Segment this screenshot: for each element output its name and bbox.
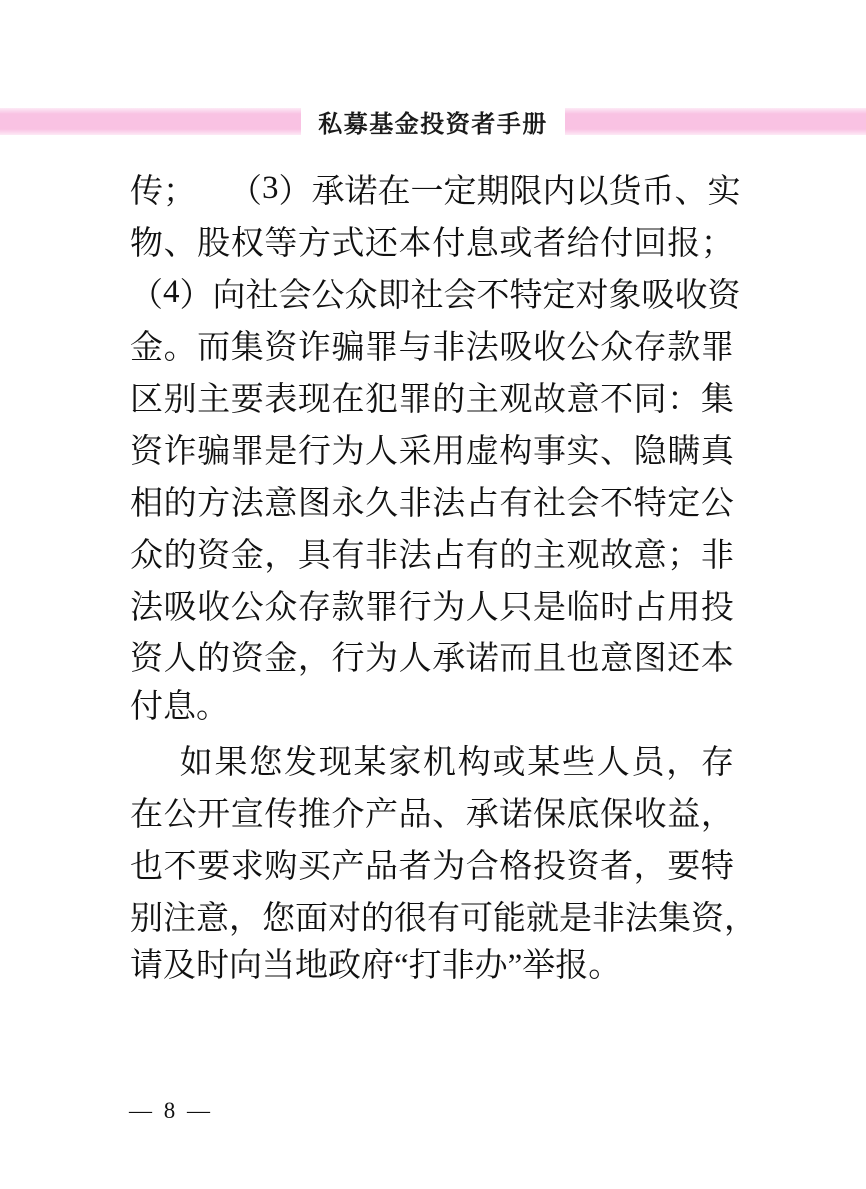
glyph: 有 — [465, 537, 499, 574]
glyph: 事 — [532, 433, 566, 470]
glyph: 为 — [331, 433, 365, 470]
glyph: 报 — [667, 226, 701, 263]
body-text — [130, 163, 757, 993]
glyph: 要 — [230, 382, 264, 418]
glyph: 用 — [432, 433, 466, 470]
glyph: 实 — [707, 174, 741, 211]
glyph: 对 — [328, 900, 361, 937]
glyph: 购 — [264, 849, 298, 886]
text-line — [130, 267, 741, 319]
text-line — [130, 734, 734, 786]
glyph: 是 — [264, 433, 298, 470]
glyph: 特 — [700, 849, 734, 886]
glyph: 以 — [575, 174, 609, 211]
glyph: 等 — [264, 226, 298, 263]
glyph: 些 — [562, 745, 595, 782]
glyph: 要 — [197, 849, 231, 886]
glyph: 资 — [566, 849, 600, 886]
glyph: 犯 — [365, 382, 399, 418]
glyph: 吸 — [499, 330, 533, 367]
glyph: 法 — [230, 485, 264, 522]
glyph: 款 — [331, 589, 365, 626]
glyph: 的 — [432, 382, 466, 418]
glyph: 罪 — [700, 330, 734, 367]
glyph: ， — [264, 537, 298, 574]
glyph: 开 — [197, 797, 231, 834]
glyph: 而 — [499, 641, 533, 678]
glyph: 承 — [465, 797, 499, 834]
glyph: 真 — [700, 433, 734, 470]
glyph: 构 — [457, 745, 491, 782]
glyph: 与 — [398, 330, 432, 367]
glyph: 的 — [163, 485, 197, 522]
glyph: 您 — [249, 745, 283, 782]
glyph: 别 — [130, 900, 163, 937]
glyph: 虚 — [465, 433, 499, 470]
glyph: 采 — [398, 433, 432, 470]
glyph: 法 — [130, 589, 163, 626]
glyph: 者 — [398, 849, 432, 886]
glyph: 占 — [465, 485, 499, 522]
glyph: 也 — [566, 641, 600, 678]
glyph: 众 — [600, 330, 634, 367]
glyph: 集 — [230, 330, 264, 367]
glyph: ） — [179, 278, 213, 315]
glyph: 物 — [130, 226, 163, 263]
glyph: 诺 — [499, 797, 533, 834]
glyph: 相 — [130, 485, 163, 522]
glyph: 发 — [284, 745, 317, 782]
glyph: 某 — [527, 745, 561, 782]
glyph: ） — [278, 174, 312, 211]
paragraph-indent — [130, 759, 178, 760]
glyph: 是 — [559, 900, 592, 937]
glyph: 行 — [398, 589, 432, 626]
glyph: 吸 — [641, 278, 675, 315]
page-number: — 8 — — [129, 1098, 213, 1123]
glyph: 要 — [667, 849, 701, 886]
glyph: 内 — [542, 174, 576, 211]
header-rule-left — [0, 108, 301, 135]
glyph — [196, 165, 229, 212]
glyph: 会 — [443, 278, 477, 315]
glyph: 求 — [230, 849, 264, 886]
glyph: 还 — [667, 641, 701, 678]
glyph: 对 — [575, 278, 609, 315]
text-line — [130, 422, 734, 474]
glyph: 能 — [493, 900, 526, 937]
glyph: 非 — [365, 537, 399, 574]
glyph: 人 — [365, 433, 399, 470]
glyph: 金 — [230, 537, 264, 574]
glyph: 即 — [377, 278, 411, 315]
glyph: 意 — [566, 382, 600, 418]
glyph: 且 — [532, 641, 566, 678]
glyph: 特 — [509, 278, 543, 315]
glyph: 意 — [264, 485, 298, 522]
text-line — [130, 838, 734, 890]
glyph: 社 — [532, 485, 566, 522]
glyph: 非 — [432, 330, 466, 367]
glyph: 罪 — [230, 433, 264, 470]
glyph: 有 — [427, 900, 460, 937]
glyph: 现 — [297, 382, 331, 418]
glyph: 罪 — [365, 589, 399, 626]
glyph: 意 — [196, 900, 229, 937]
glyph: 法 — [625, 900, 658, 937]
glyph: 社 — [245, 278, 279, 315]
text-line — [130, 526, 734, 578]
glyph: 集 — [658, 900, 691, 937]
glyph: 资 — [230, 641, 264, 678]
glyph: 观 — [499, 382, 533, 418]
glyph: 可 — [460, 900, 493, 937]
glyph: 主 — [465, 382, 499, 418]
text-line — [130, 630, 734, 682]
glyph: 资 — [707, 278, 741, 315]
glyph: 、 — [600, 433, 634, 470]
glyph: 存 — [633, 330, 667, 367]
glyph: 式 — [331, 226, 365, 263]
glyph: 有 — [331, 537, 365, 574]
glyph: 本 — [398, 226, 432, 263]
glyph: 意 — [633, 537, 667, 574]
glyph: 股 — [197, 226, 231, 263]
glyph: 方 — [297, 226, 331, 263]
glyph: 资 — [130, 433, 163, 470]
glyph: 您 — [262, 900, 295, 937]
glyph: 罪 — [365, 330, 399, 367]
glyph: ， — [297, 641, 331, 678]
glyph: 传 — [264, 797, 298, 834]
glyph: 资 — [130, 641, 163, 678]
glyph: 者 — [532, 226, 566, 263]
glyph: 会 — [566, 485, 600, 522]
glyph: ： — [667, 382, 701, 418]
glyph: 主 — [197, 382, 231, 418]
glyph: 、 — [432, 797, 466, 834]
glyph: 用 — [667, 589, 701, 626]
glyph: 表 — [264, 382, 298, 418]
glyph: 主 — [532, 537, 566, 574]
glyph: 罪 — [398, 382, 432, 418]
glyph: 资 — [691, 900, 724, 937]
glyph: 骗 — [331, 330, 365, 367]
glyph: 3 — [262, 170, 279, 207]
glyph: 付 — [600, 226, 634, 263]
glyph: 、 — [163, 226, 197, 263]
glyph: 法 — [432, 485, 466, 522]
glyph: 品 — [398, 797, 432, 834]
glyph: 图 — [633, 641, 667, 678]
glyph: 社 — [410, 278, 444, 315]
running-head-title: 私募基金投资者手册 — [318, 111, 548, 138]
glyph: 吸 — [163, 589, 197, 626]
glyph: 产 — [331, 849, 365, 886]
glyph: 合 — [465, 849, 499, 886]
glyph: 故 — [600, 537, 634, 574]
glyph: 公 — [230, 589, 264, 626]
glyph: （ — [229, 174, 262, 211]
glyph: 期 — [476, 174, 510, 211]
glyph: ； — [163, 174, 196, 211]
glyph: 现 — [318, 745, 352, 782]
glyph: 在 — [377, 174, 411, 211]
glyph: 的 — [197, 641, 231, 678]
glyph: 。 — [163, 330, 197, 367]
glyph: 4 — [163, 274, 180, 311]
glyph: 集 — [700, 382, 734, 418]
glyph: 或 — [492, 745, 526, 782]
glyph: 介 — [331, 797, 365, 834]
glyph: 诺 — [344, 174, 378, 211]
glyph: 瞒 — [667, 433, 701, 470]
glyph: 不 — [163, 849, 197, 886]
glyph: 品 — [365, 849, 399, 886]
glyph: 人 — [398, 641, 432, 678]
glyph: 员 — [631, 745, 665, 782]
glyph: ， — [700, 797, 734, 834]
text-line — [130, 786, 734, 838]
glyph: 也 — [130, 849, 163, 886]
glyph: 行 — [331, 641, 365, 678]
text-line — [130, 215, 734, 267]
glyph: 公 — [311, 278, 345, 315]
glyph: 产 — [365, 797, 399, 834]
glyph: 永 — [331, 485, 365, 522]
glyph: 家 — [388, 745, 422, 782]
text-line — [130, 319, 734, 371]
glyph: 是 — [532, 589, 566, 626]
glyph: 不 — [600, 485, 634, 522]
glyph: 收 — [197, 589, 231, 626]
text-line: 请及时向当地政府“打非办”举报。 — [130, 948, 622, 985]
header-rule-right — [565, 108, 866, 135]
glyph: 者 — [600, 849, 634, 886]
glyph: 行 — [297, 433, 331, 470]
glyph: 公 — [700, 485, 734, 522]
glyph: 在 — [130, 797, 163, 834]
glyph: 方 — [197, 485, 231, 522]
glyph: 注 — [163, 900, 196, 937]
glyph: 为 — [432, 849, 466, 886]
glyph: 时 — [600, 589, 634, 626]
glyph: 的 — [499, 537, 533, 574]
glyph: ， — [724, 900, 757, 937]
glyph: 实 — [566, 433, 600, 470]
glyph: 而 — [197, 330, 231, 367]
glyph: 承 — [432, 641, 466, 678]
glyph: 诺 — [465, 641, 499, 678]
text-line — [130, 371, 734, 423]
glyph: 占 — [432, 537, 466, 574]
glyph: 资 — [197, 537, 231, 574]
glyph: 诈 — [297, 330, 331, 367]
glyph: 不 — [600, 382, 634, 418]
glyph: 久 — [365, 485, 399, 522]
glyph: 宣 — [230, 797, 264, 834]
glyph: 人 — [596, 745, 630, 782]
glyph: 法 — [398, 537, 432, 574]
glyph: 机 — [423, 745, 456, 782]
glyph: 就 — [526, 900, 559, 937]
glyph: 骗 — [197, 433, 231, 470]
glyph: 会 — [278, 278, 312, 315]
text-line — [130, 474, 734, 526]
glyph: ， — [666, 745, 700, 782]
glyph: 给 — [566, 226, 600, 263]
glyph: 只 — [499, 589, 533, 626]
glyph: ； — [667, 537, 701, 574]
glyph: 承 — [311, 174, 345, 211]
glyph: 权 — [230, 226, 264, 263]
glyph: 公 — [566, 330, 600, 367]
glyph: 传 — [130, 174, 163, 211]
glyph: 定 — [542, 278, 576, 315]
text-line — [130, 889, 757, 941]
glyph: 存 — [701, 745, 734, 782]
text-line — [130, 163, 741, 215]
glyph: 回 — [633, 226, 667, 263]
glyph: 很 — [394, 900, 427, 937]
glyph: 付 — [432, 226, 466, 263]
glyph: 存 — [297, 589, 331, 626]
glyph: 为 — [432, 589, 466, 626]
glyph: 息 — [465, 226, 499, 263]
glyph: ； — [700, 226, 734, 263]
glyph: （ — [130, 278, 163, 315]
glyph: 或 — [499, 226, 533, 263]
glyph: 图 — [297, 485, 331, 522]
glyph: 诈 — [163, 433, 197, 470]
glyph: 的 — [361, 900, 394, 937]
glyph: 具 — [297, 537, 331, 574]
glyph: 某 — [353, 745, 387, 782]
glyph: 临 — [566, 589, 600, 626]
running-head — [0, 104, 866, 138]
glyph: 推 — [297, 797, 331, 834]
glyph: 底 — [566, 797, 600, 834]
glyph: 果 — [214, 745, 248, 782]
glyph: 公 — [163, 797, 197, 834]
glyph: 同 — [633, 382, 667, 418]
glyph: 如 — [179, 745, 213, 782]
glyph: 金 — [264, 641, 298, 678]
glyph: 收 — [674, 278, 708, 315]
glyph: 面 — [295, 900, 328, 937]
glyph: 资 — [264, 330, 298, 367]
glyph: ， — [229, 900, 262, 937]
glyph: 向 — [212, 278, 246, 315]
glyph: 金 — [130, 330, 163, 367]
glyph: 隐 — [633, 433, 667, 470]
glyph: 买 — [297, 849, 331, 886]
glyph: 人 — [163, 641, 197, 678]
glyph: 众 — [344, 278, 378, 315]
glyph: 限 — [509, 174, 543, 211]
glyph: 保 — [600, 797, 634, 834]
glyph: 不 — [476, 278, 510, 315]
glyph: 为 — [365, 641, 399, 678]
glyph: 故 — [532, 382, 566, 418]
glyph: ， — [633, 849, 667, 886]
glyph: 投 — [700, 589, 734, 626]
glyph: 非 — [398, 485, 432, 522]
glyph: 有 — [499, 485, 533, 522]
glyph: 一 — [410, 174, 444, 211]
glyph: 投 — [532, 849, 566, 886]
glyph: 定 — [667, 485, 701, 522]
glyph: 人 — [465, 589, 499, 626]
glyph: 观 — [566, 537, 600, 574]
glyph: 非 — [700, 537, 734, 574]
glyph: 、 — [674, 174, 708, 211]
glyph: 款 — [667, 330, 701, 367]
glyph: 保 — [532, 797, 566, 834]
glyph: 构 — [499, 433, 533, 470]
glyph: 非 — [592, 900, 625, 937]
glyph: 还 — [365, 226, 399, 263]
glyph: 在 — [331, 382, 365, 418]
glyph: 区 — [130, 382, 163, 418]
glyph: 别 — [163, 382, 197, 418]
glyph: 的 — [163, 537, 197, 574]
glyph: 货 — [608, 174, 642, 211]
glyph: 象 — [608, 278, 642, 315]
glyph: 法 — [465, 330, 499, 367]
text-line: 付息。 — [130, 688, 229, 725]
glyph: 特 — [633, 485, 667, 522]
glyph: 众 — [264, 589, 298, 626]
text-line — [130, 578, 734, 630]
glyph: 收 — [633, 797, 667, 834]
glyph: 格 — [499, 849, 533, 886]
glyph: 占 — [633, 589, 667, 626]
glyph: 收 — [532, 330, 566, 367]
glyph: 众 — [130, 537, 163, 574]
page-footer — [94, 1072, 213, 1150]
glyph: 币 — [641, 174, 675, 211]
glyph: 本 — [700, 641, 734, 678]
glyph: 益 — [667, 797, 701, 834]
glyph: 意 — [600, 641, 634, 678]
glyph: 定 — [443, 174, 477, 211]
